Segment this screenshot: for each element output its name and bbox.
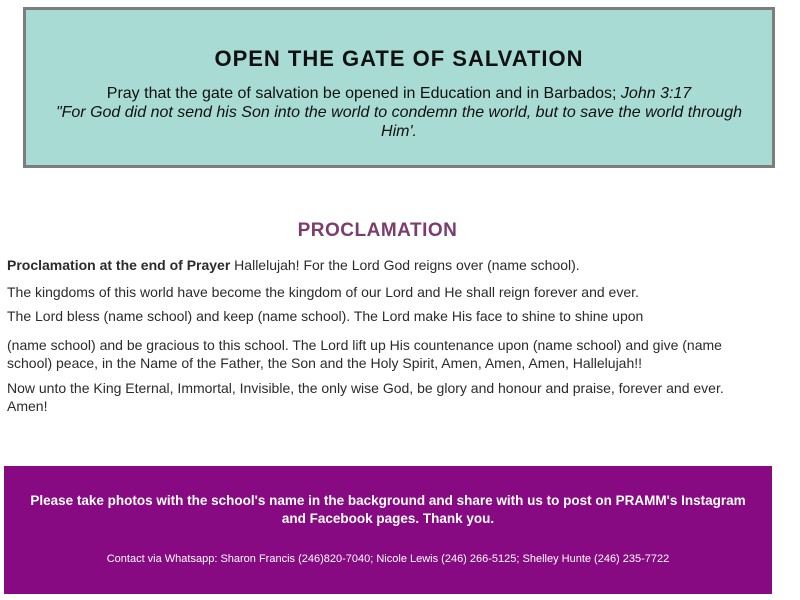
- proclamation-paragraph: (name school) and be gracious to this school. The Lord lift up His countenance upon (name school) and give (name school) peace, in the Name of the Father, the Son and the Holy Spirit, Amen, Amen, Amen, Hallelujah!!: [7, 337, 722, 371]
- footer-message: Please take photos with the school's name in the background and share with us to post on PRAMM's Instagram and Facebook pages. Thank you.: [30, 493, 746, 526]
- footer-contact: Contact via Whatsapp: Sharon Francis (246)820-7040; Nicole Lewis (246) 266-5125; Shelley Hunte (246) 235-7722: [106, 553, 670, 565]
- proclamation-paragraph: The kingdoms of this world have become the kingdom of our Lord and He shall reign forever and ever.: [7, 284, 639, 300]
- proclamation-paragraph: The Lord bless (name school) and keep (name school). The Lord make His face to shine to shine upon: [7, 308, 644, 324]
- salvation-title: OPEN THE GATE OF SALVATION: [214, 46, 584, 71]
- salvation-prayer: Pray that the gate of salvation be opened in Education and in Barbados;: [106, 85, 621, 102]
- proclamation-text: Hallelujah! For the Lord God reigns over (name school).: [230, 257, 580, 273]
- verse-reference: John 3:17: [620, 85, 692, 102]
- proclamation-paragraph: [7, 256, 767, 274]
- salvation-box: [23, 7, 775, 168]
- footer-box: [4, 466, 772, 594]
- proclamation-paragraph: Now unto the King Eternal, Immortal, Invisible, the only wise God, be glory and honour and praise, forever and ever. Amen!: [7, 380, 724, 414]
- proclamation-body: [7, 256, 767, 415]
- proclamation-lead: Proclamation at the end of Prayer: [7, 257, 231, 273]
- salvation-text: [42, 84, 756, 141]
- verse-quote: "For God did not send his Son into the world to condemn the world, but to save the world through Him'.: [55, 104, 743, 140]
- proclamation-heading: PROCLAMATION: [297, 220, 458, 241]
